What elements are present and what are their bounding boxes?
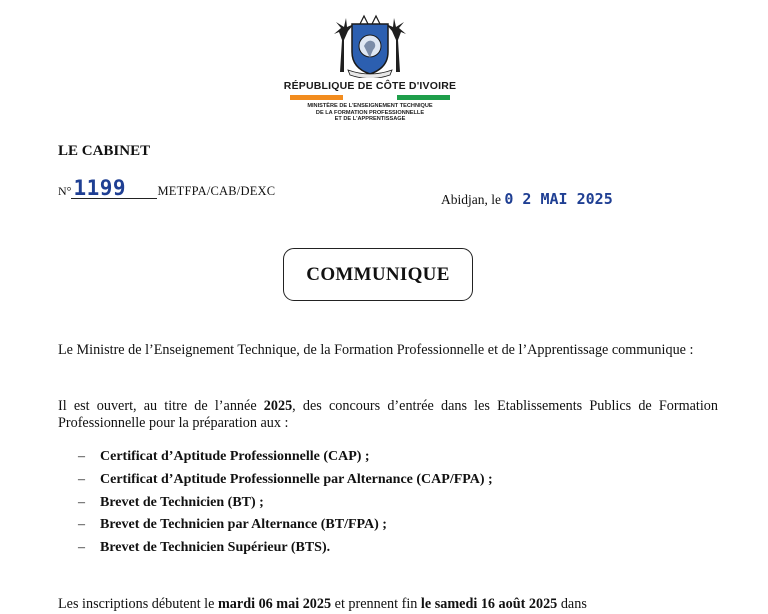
inscriptions-text-1: Les inscriptions débutent le: [58, 596, 218, 612]
list-item-text: Brevet de Technicien par Alternance (BT/FPA) ;: [100, 517, 387, 533]
inscriptions-end: le samedi 16 août 2025: [420, 596, 558, 612]
bullet-dash: –: [78, 449, 85, 464]
inscriptions-text-3: dans: [557, 596, 587, 612]
flag-stripe-green: [397, 95, 450, 100]
list-item: [78, 449, 493, 472]
flag-stripe-white: [343, 95, 396, 100]
date-prefix: Abidjan, le: [441, 192, 501, 207]
diploma-list: [78, 449, 493, 563]
cabinet-label: LE CABINET: [58, 143, 151, 159]
ministry-name: [270, 103, 470, 123]
republic-name: RÉPUBLIQUE DE CÔTE D'IVOIRE: [283, 80, 457, 92]
list-item-text: Certificat d’Aptitude Professionnelle par Alternance (CAP/FPA) ;: [100, 471, 493, 487]
list-item: [78, 495, 493, 518]
list-item-text: Brevet de Technicien (BT) ;: [100, 494, 264, 510]
bullet-dash: –: [78, 471, 85, 487]
opening-text-a: Il est ouvert, au titre de l’année: [58, 398, 264, 414]
flag-bar: [290, 95, 450, 100]
reference-line: [58, 178, 275, 199]
communique-title: COMMUNIQUE: [283, 248, 473, 301]
opening-text-b: , des concours d’entrée dans les Etablissements Publics de Formation Professionnelle pour la préparation aux :: [58, 398, 718, 431]
bullet-dash: –: [78, 540, 85, 556]
ministry-line: MINISTÈRE DE L'ENSEIGNEMENT TECHNIQUE: [307, 103, 433, 109]
inscriptions-paragraph: [58, 596, 718, 613]
flag-stripe-orange: [290, 95, 343, 100]
number-label: N°: [58, 184, 72, 198]
coat-of-arms-emblem: [330, 12, 410, 78]
opening-paragraph: [58, 398, 718, 432]
inscriptions-text-2: et prennent fin: [331, 596, 421, 612]
bullet-dash: –: [78, 517, 85, 533]
opening-year: 2025: [263, 398, 293, 414]
list-item-text: Certificat d’Aptitude Professionnelle (CAP) ;: [100, 449, 370, 464]
list-item: [78, 517, 493, 540]
date-stamp: 0 2 MAI 2025: [504, 190, 613, 208]
intro-paragraph: Le Ministre de l’Enseignement Technique, de la Formation Professionnelle et de l’Apprentissage communique :: [58, 342, 694, 358]
reference-number: 1199: [71, 178, 157, 199]
ministry-line: DE LA FORMATION PROFESSIONNELLE: [315, 109, 425, 116]
list-item-text: Brevet de Technicien Supérieur (BTS).: [100, 540, 331, 556]
date-line: [441, 190, 613, 208]
inscriptions-start: mardi 06 mai 2025: [217, 596, 332, 612]
list-item: [78, 472, 493, 495]
bullet-dash: –: [78, 494, 85, 510]
ministry-line: ET DE L'APPRENTISSAGE: [334, 116, 406, 123]
list-item: [78, 540, 493, 563]
reference-suffix: METFPA/CAB/DEXC: [157, 184, 276, 198]
